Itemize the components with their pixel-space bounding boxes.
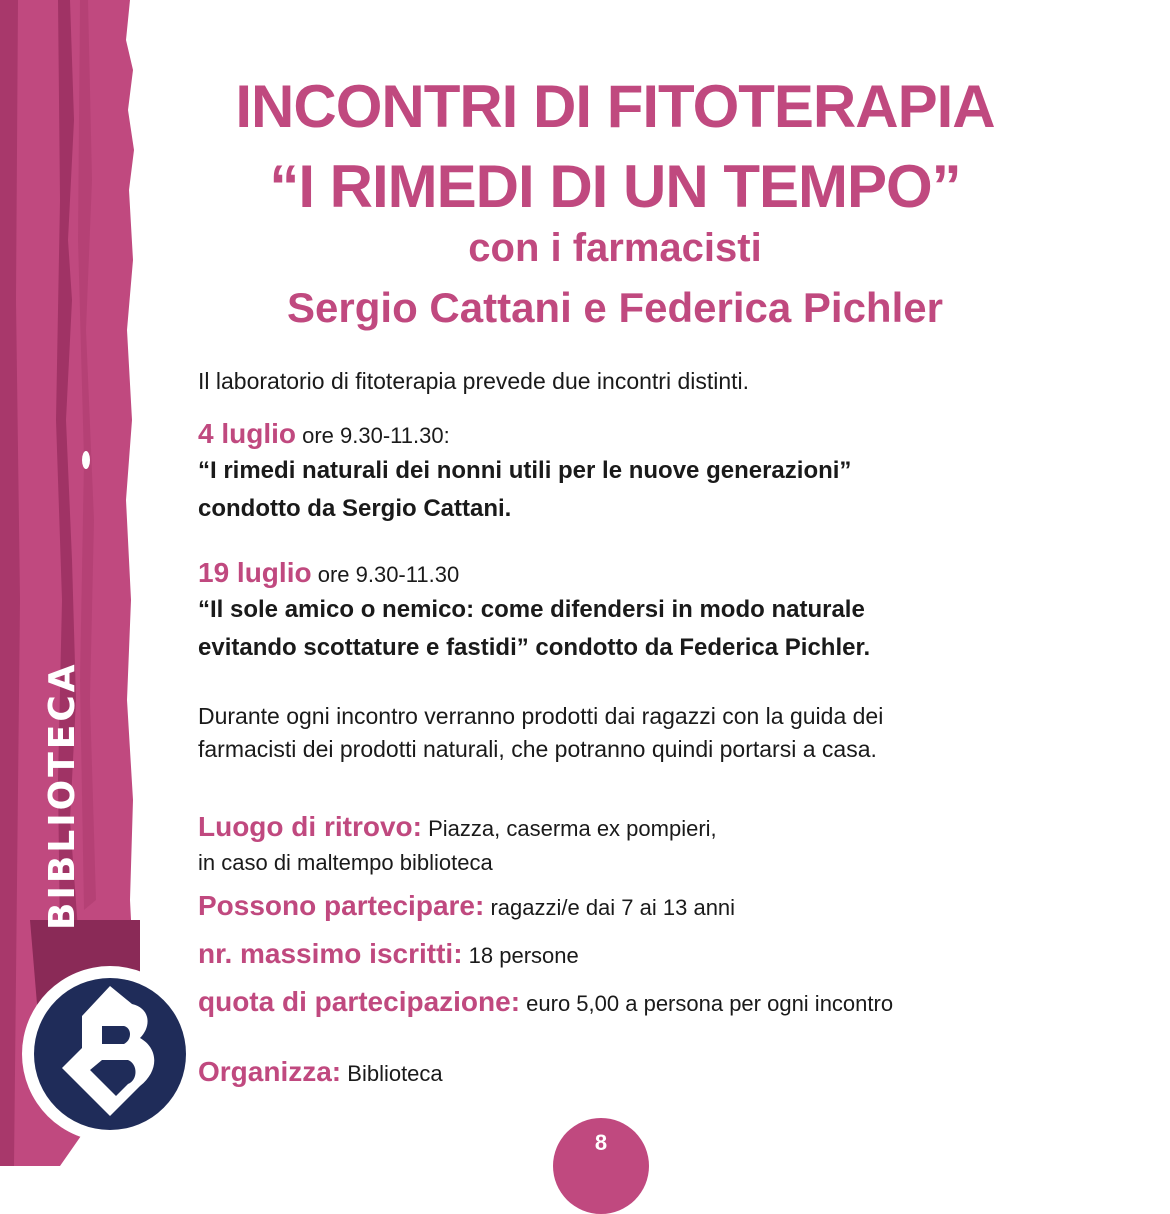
info-label: Luogo di ritrovo: [198, 811, 422, 842]
event-time: ore 9.30-11.30: [302, 423, 450, 448]
info-label: nr. massimo iscritti: [198, 938, 463, 969]
event-description-line: “I rimedi naturali dei nonni utili per le nuove generazioni” [198, 457, 852, 484]
event-date: 4 luglio [198, 418, 296, 449]
info-label: quota di partecipazione: [198, 986, 521, 1017]
page-number-badge [553, 1118, 649, 1214]
info-value: ragazzi/e dai 7 ai 13 anni [490, 895, 736, 920]
activity-description-line: farmacisti dei prodotti naturali, che potranno quindi portarsi a casa. [198, 736, 877, 762]
event-description [198, 591, 1018, 667]
event-block [198, 418, 1018, 528]
subheadline-line-2: Sergio Cattani e Federica Pichler [287, 284, 943, 331]
event-date: 19 luglio [198, 557, 312, 588]
info-organizer [198, 1056, 443, 1088]
event-header [198, 557, 1018, 589]
event-description [198, 452, 1018, 528]
section-label-vertical: BIBLIOTECA [42, 661, 83, 930]
activity-description [198, 700, 1018, 766]
subheadline-line-1: con i farmacisti [468, 226, 762, 270]
info-label: Organizza: [198, 1056, 342, 1087]
info-value: Piazza, caserma ex pompieri, [428, 816, 717, 841]
info-meeting-place [198, 810, 717, 880]
info-value: in caso di maltempo biblioteca [198, 850, 493, 875]
event-description-line: evitando scottature e fastidi” condotto da Federica Pichler. [198, 634, 871, 661]
info-max-enrolled [198, 938, 579, 970]
info-value: 18 persone [468, 943, 579, 968]
activity-description-line: Durante ogni incontro verranno prodotti dai ragazzi con la guida dei [198, 703, 884, 729]
event-description-line: condotto da Sergio Cattani. [198, 495, 512, 522]
event-time: ore 9.30-11.30 [317, 562, 460, 587]
info-label: Possono partecipare: [198, 890, 485, 921]
info-fee [198, 986, 893, 1018]
intro-text: Il laboratorio di fitoterapia prevede due incontri distinti. [198, 368, 750, 394]
event-description-line: “Il sole amico o nemico: come difendersi in modo naturale [198, 596, 865, 623]
info-value: euro 5,00 a persona per ogni incontro [526, 991, 894, 1016]
headline-line-1: INCONTRI DI FITOTERAPIA [235, 73, 995, 140]
event-block [198, 557, 1018, 667]
headline-line-2: “I RIMEDI DI UN TEMPO” [269, 153, 961, 220]
page-number: 8 [594, 1130, 608, 1155]
info-participants [198, 890, 735, 922]
biblioteca-logo-icon [20, 964, 200, 1144]
event-header [198, 418, 1018, 450]
info-value: Biblioteca [347, 1061, 443, 1086]
